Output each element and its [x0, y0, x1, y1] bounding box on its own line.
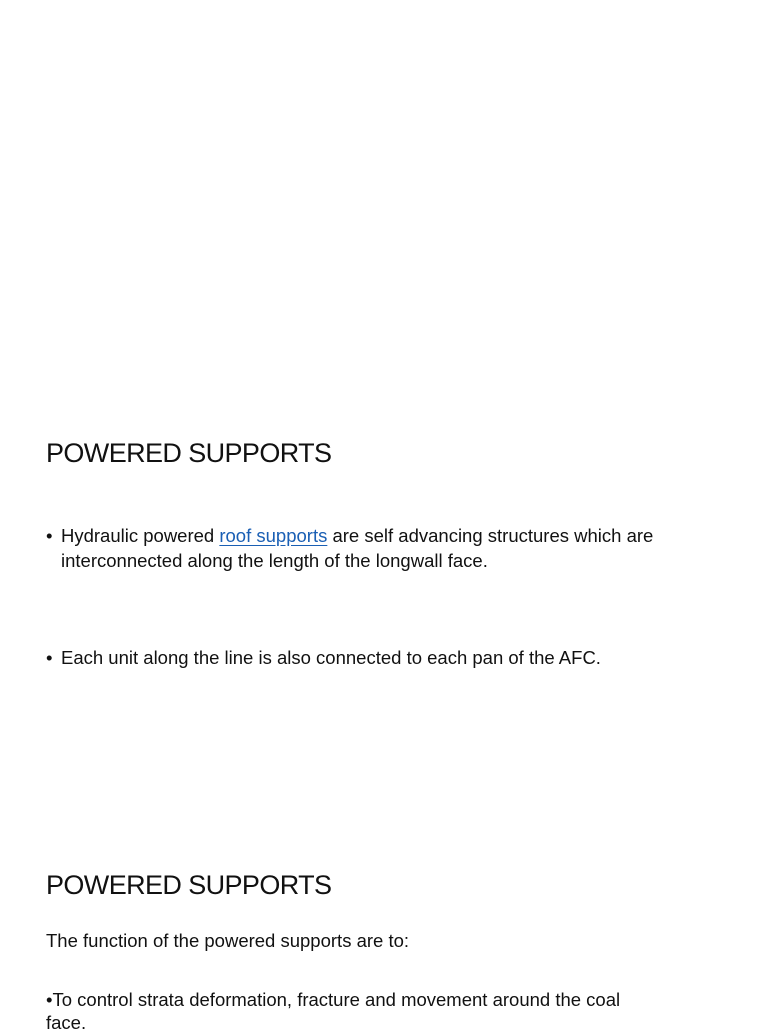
bullet-hydraulic-line-2: interconnected along the length of the longwall face.: [61, 550, 488, 571]
intro-text: The function of the powered supports are to:: [46, 930, 410, 951]
bullet-marker: •: [46, 525, 53, 546]
roof-supports-link[interactable]: roof supports: [219, 525, 328, 546]
function-item-line-1: •To control strata deformation, fracture and movement around the coal: [46, 989, 621, 1010]
function-item-line-2: face.: [46, 1012, 87, 1033]
slide-title: POWERED SUPPORTS: [46, 870, 332, 900]
bullet-marker: •: [46, 647, 53, 668]
slide-title: POWERED SUPPORTS: [46, 438, 332, 468]
bullet-text: are self advancing structures which are: [327, 525, 654, 546]
bullet-text: Hydraulic powered: [61, 525, 220, 546]
bullet-each-unit: Each unit along the line is also connected to each pan of the AFC.: [61, 647, 601, 668]
bullet-hydraulic-line-1: [61, 523, 653, 548]
